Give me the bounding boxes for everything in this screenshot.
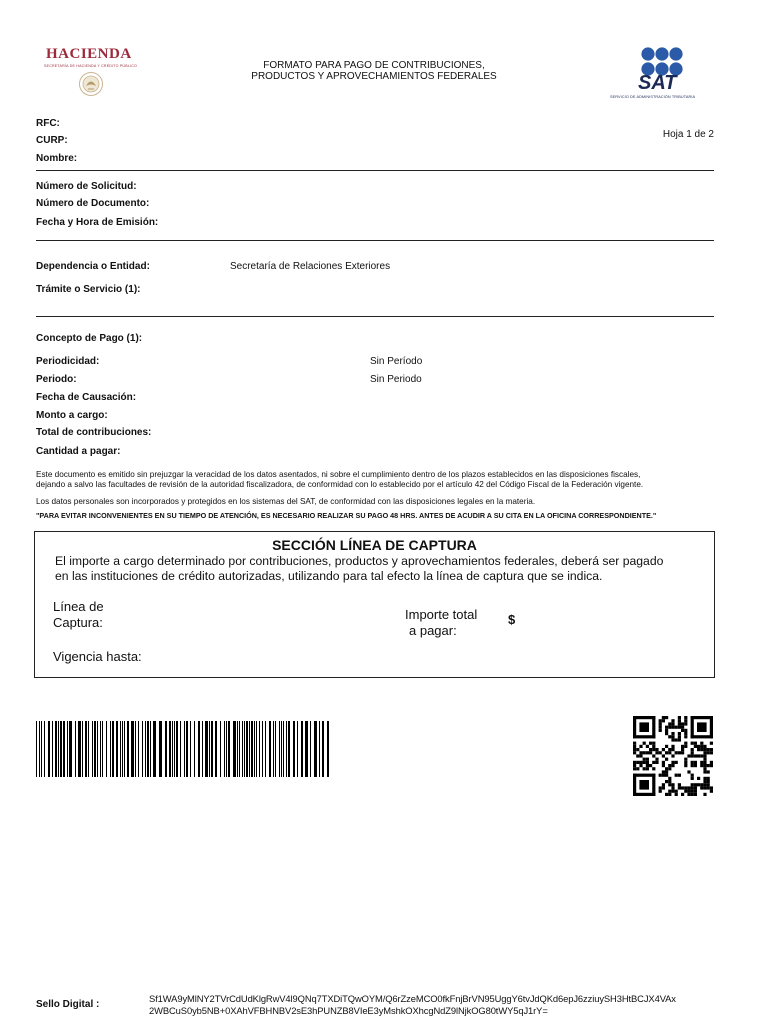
disclaimer-notice: "PARA EVITAR INCONVENIENTES EN SU TIEMPO DE ATENCIÓN, ES NECESARIO REALIZAR SU PAGO 48 HRS. ANTES DE ACUDIR A SU CITA EN LA OFICINA CORRESPONDIENTE.": [36, 511, 657, 520]
tramite-label: Trámite o Servicio (1):: [36, 284, 141, 295]
disclaimer-line-1: Este documento es emitido sin prejuzgar la veracidad de los datos asentados, ni sobre el cumplimiento dentro de los plazos establecidos en las disposiciones fiscales,: [36, 470, 641, 479]
solicitud-label: Número de Solicitud:: [36, 181, 137, 192]
eagle-seal-icon: [78, 71, 104, 97]
monto-label: Monto a cargo:: [36, 410, 108, 421]
cantidad-label: Cantidad a pagar:: [36, 446, 121, 457]
sello-digital-label: Sello Digital :: [36, 999, 100, 1010]
disclaimer-line-2: dejando a salvo las facultades de revisión de la autoridad fiscalizadora, de conformidad con lo establecido por el artículo 42 del Código Fiscal de la Federación vigente.: [36, 480, 644, 489]
sat-logo: [606, 44, 716, 102]
linea-captura-label: [53, 599, 104, 631]
divider-2: [36, 240, 714, 241]
capture-text-line2: en las instituciones de crédito autorizadas, utilizando para tal efecto la línea de captura que se indica.: [55, 569, 603, 583]
capture-text: [55, 554, 705, 584]
fecha-causacion-label: Fecha de Causación:: [36, 392, 137, 403]
sat-logo-subtitle: SERVICIO DE ADMINISTRACIÓN TRIBUTARIA: [610, 95, 696, 99]
periodo-label: Periodo:: [36, 374, 77, 385]
capture-section: [34, 531, 715, 678]
hacienda-logo-subtitle: SECRETARÍA DE HACIENDA Y CRÉDITO PÚBLICO: [44, 64, 138, 68]
dependencia-label: Dependencia o Entidad:: [36, 261, 150, 272]
divider-3: [36, 316, 714, 317]
sello-digital-line2: 2WBCuS0yb5NB+0XAhVFBHNBV2sE3hPUNZB8VIeE3yMshkOXhcgNdZ9lNjkOG80tWY5qJ1rY=: [149, 1005, 548, 1016]
periodo-value: Sin Periodo: [370, 374, 422, 385]
form-title-line1: FORMATO PARA PAGO DE CONTRIBUCIONES,: [263, 60, 485, 71]
periodicidad-label: Periodicidad:: [36, 356, 100, 367]
hacienda-logo-title: HACIENDA: [46, 46, 132, 62]
documento-label: Número de Documento:: [36, 198, 150, 209]
vigencia-label: Vigencia hasta:: [53, 649, 142, 664]
capture-text-line1: El importe a cargo determinado por contribuciones, productos y aprovechamientos federales, deberá ser pagado: [55, 554, 664, 568]
concepto-label: Concepto de Pago (1):: [36, 333, 143, 344]
fecha-emision-label: Fecha y Hora de Emisión:: [36, 217, 159, 228]
qr-code: [633, 716, 713, 796]
form-title-line2: PRODUCTOS Y APROVECHAMIENTOS FEDERALES: [251, 71, 497, 82]
linea-captura-label-line1: Línea de: [53, 599, 104, 614]
nombre-label: Nombre:: [36, 153, 78, 164]
dependencia-value: Secretaría de Relaciones Exteriores: [230, 261, 391, 272]
page-info: Hoja 1 de 2: [662, 129, 714, 140]
importe-total-label-line1: Importe total: [405, 607, 478, 622]
periodicidad-value: Sin Período: [370, 356, 423, 367]
barcode: [36, 721, 330, 777]
currency-sign: $: [508, 612, 516, 627]
rfc-label: RFC:: [36, 118, 60, 129]
disclaimer-paragraph-1: [36, 470, 726, 490]
total-label: Total de contribuciones:: [36, 427, 152, 438]
disclaimer-paragraph-2: Los datos personales son incorporados y protegidos en los sistemas del SAT, de conformidad con las disposiciones legales en la materia.: [36, 497, 536, 506]
importe-total-label: [405, 607, 477, 639]
importe-total-label-line2: a pagar:: [409, 623, 457, 638]
linea-captura-label-line2: Captura:: [53, 615, 103, 630]
sello-digital-line1: Sf1WA9yMlNY2TVrCdUdKlgRwV4l9QNq7TXDiTQwOYM/Q6rZzeMCO0fkFnjBrVN95UggY6tvJdQKd6epJ6zziuySH3HtBCJX4VAx: [149, 993, 676, 1004]
sat-logo-title: SAT: [638, 72, 677, 94]
hacienda-logo: [36, 44, 148, 100]
form-title: [200, 60, 548, 82]
sello-digital-value: [149, 993, 676, 1017]
curp-label: CURP:: [36, 135, 68, 146]
capture-title: SECCIÓN LÍNEA DE CAPTURA: [272, 537, 477, 553]
divider-1: [36, 170, 714, 171]
